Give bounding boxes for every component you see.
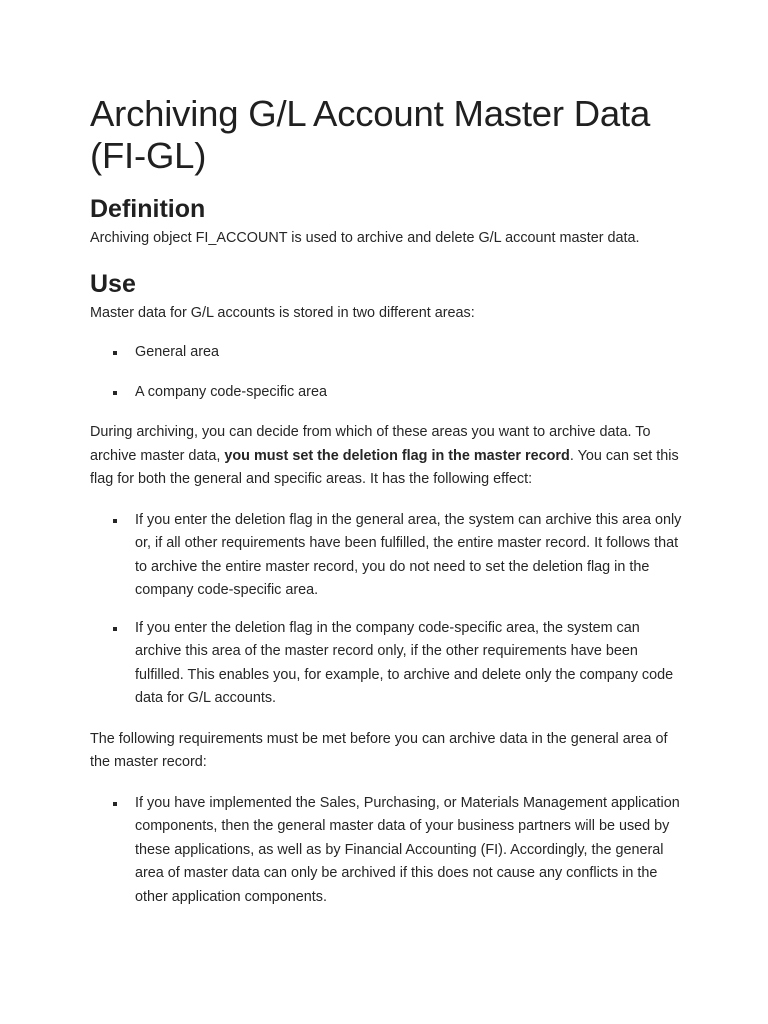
- list-item-text: If you have implemented the Sales, Purchasing, or Materials Management application components, then the general master data of your business partners will be used by these applications, as well as by Financial Accounting (FI). Accordingly, the general area of master data can only be archived if this does not cause any conflicts in the other application components.: [135, 794, 680, 905]
- deletion-flag-emphasis: you must set the deletion flag in the master record: [224, 447, 570, 464]
- list-item: [90, 617, 690, 711]
- bullet-marker: [113, 802, 117, 806]
- page-title: Archiving G/L Account Master Data (FI-GL): [90, 93, 651, 176]
- requirements-list: [90, 792, 690, 910]
- bullet-marker: [113, 519, 117, 523]
- list-item: [90, 341, 690, 365]
- list-item-text: If you enter the deletion flag in the general area, the system can archive this area only or, if all other requirements have been fulfilled, the entire master record. It follows that to archive the entire master record, you do not need to set the deletion flag in the company code-specific area.: [135, 511, 682, 598]
- effects-list: [90, 509, 690, 711]
- list-item-text: General area: [135, 344, 219, 360]
- definition-heading: Definition: [90, 195, 206, 223]
- use-heading: Use: [90, 269, 136, 298]
- areas-list: [90, 341, 690, 404]
- bullet-marker: [113, 391, 117, 395]
- definition-text: Archiving object FI_ACCOUNT is used to archive and delete G/L account master data.: [90, 230, 640, 246]
- archiving-paragraph: [90, 421, 690, 492]
- document-page: [90, 93, 690, 909]
- bullet-marker: [113, 627, 117, 631]
- list-item: [90, 509, 690, 603]
- requirements-intro: The following requirements must be met before you can archive data in the general area of the master record:: [90, 730, 668, 770]
- list-item: [90, 381, 690, 405]
- archiving-paragraph-part1: During archiving, you can decide from which of these areas you want to archive data. To archive master data,: [90, 424, 651, 464]
- list-item-text: A company code-specific area: [135, 383, 327, 400]
- use-intro: Master data for G/L accounts is stored in two different areas:: [90, 304, 475, 321]
- list-item: [90, 792, 690, 910]
- list-item-text: If you enter the deletion flag in the company code-specific area, the system can archive this area of the master record only, if the other requirements have been fulfilled. This enables you, for example, to archive and delete only the company code data for G/L accounts.: [135, 619, 674, 706]
- archiving-paragraph-part2: . You can set this flag for both the general and specific areas. It has the following effect:: [90, 447, 679, 487]
- bullet-marker: [113, 351, 117, 355]
